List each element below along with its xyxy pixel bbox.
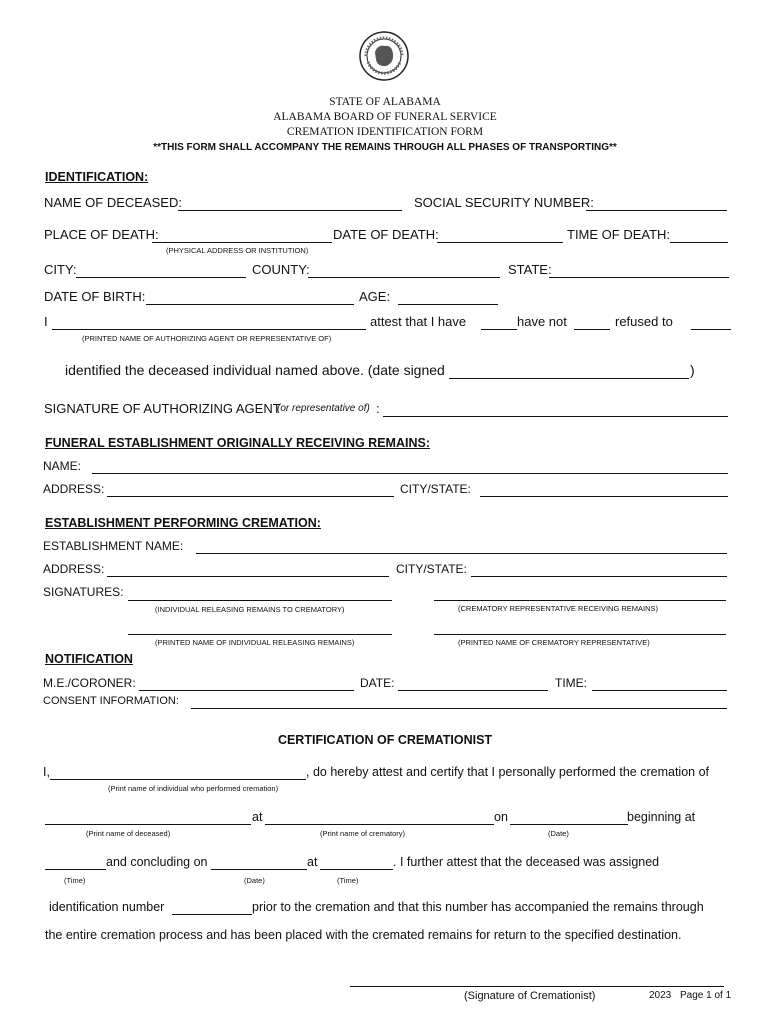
- state-field[interactable]: [549, 277, 729, 278]
- entire-process-text: the entire cremation process and has been placed with the cremated remains for return to the specified destination.: [45, 928, 682, 942]
- i-label: I: [44, 314, 48, 329]
- funeral-address-field[interactable]: [107, 496, 394, 497]
- consent-label: CONSENT INFORMATION:: [43, 695, 179, 707]
- footer-year: 2023: [649, 990, 672, 1001]
- header-board: ALABAMA BOARD OF FUNERAL SERVICE: [273, 111, 497, 123]
- cert-i-label: I,: [43, 765, 50, 779]
- cap-crematory: (Print name of crematory): [320, 829, 406, 838]
- have-not-label: have not: [517, 314, 567, 329]
- beginning-time-field[interactable]: [45, 869, 106, 870]
- cremationist-name-field[interactable]: [50, 779, 306, 780]
- funeral-address-label: ADDRESS:: [43, 482, 105, 496]
- cap-printed-releasing: (PRINTED NAME OF INDIVIDUAL RELEASING REMAINS): [155, 638, 355, 647]
- cap-deceased: (Print name of deceased): [86, 829, 171, 838]
- on-label: on: [494, 810, 508, 824]
- signature-caption: (Signature of Cremationist): [464, 990, 596, 1002]
- beginning-at-label: beginning at: [627, 810, 696, 824]
- concluding-date-field[interactable]: [211, 869, 307, 870]
- certification-heading: CERTIFICATION OF CREMATIONIST: [277, 733, 493, 747]
- identification-heading: IDENTIFICATION:: [45, 170, 149, 184]
- notification-date-field[interactable]: [398, 690, 548, 691]
- establishment-name-label: ESTABLISHMENT NAME:: [43, 539, 184, 553]
- funeral-establishment-heading: FUNERAL ESTABLISHMENT ORIGINALLY RECEIVING REMAINS:: [45, 436, 430, 450]
- concluding-time-field[interactable]: [320, 869, 393, 870]
- cremationist-signature-field[interactable]: [350, 986, 724, 987]
- state-label: STATE:: [508, 262, 552, 277]
- cremation-date-field[interactable]: [510, 824, 628, 825]
- funeral-name-label: NAME:: [43, 459, 82, 473]
- signatures-label: SIGNATURES:: [43, 585, 124, 599]
- place-of-death-label: PLACE OF DEATH:: [44, 227, 159, 242]
- place-caption: (PHYSICAL ADDRESS OR INSTITUTION): [166, 246, 309, 255]
- cap-date: (Date): [548, 829, 569, 838]
- header-state: STATE OF ALABAMA: [329, 96, 441, 108]
- header-notice: **THIS FORM SHALL ACCOMPANY THE REMAINS THROUGH ALL PHASES OF TRANSPORTING**: [153, 142, 617, 153]
- state-seal-icon: [358, 30, 410, 82]
- establishment-name-field[interactable]: [196, 553, 727, 554]
- funeral-city-state-field[interactable]: [480, 496, 728, 497]
- age-label: AGE:: [359, 289, 391, 304]
- notification-time-field[interactable]: [592, 690, 727, 691]
- place-of-death-field[interactable]: [152, 242, 332, 243]
- cap-time2: (Time): [337, 876, 359, 885]
- cap-printed-crematory: (PRINTED NAME OF CREMATORY REPRESENTATIVE): [458, 638, 650, 647]
- date-signed-field[interactable]: [449, 378, 689, 379]
- dob-label: DATE OF BIRTH:: [44, 289, 146, 304]
- county-field[interactable]: [308, 277, 500, 278]
- identification-number-label: identification number: [49, 900, 165, 914]
- consent-field[interactable]: [191, 708, 727, 709]
- do-hereby-text: , do hereby attest and certify that I personally performed the cremation of: [306, 765, 709, 779]
- crematory-name-field[interactable]: [265, 824, 494, 825]
- refused-to-field[interactable]: [691, 329, 731, 330]
- date-of-death-field[interactable]: [437, 242, 563, 243]
- cremation-city-state-field[interactable]: [471, 576, 727, 577]
- prior-text: prior to the cremation and that this number has accompanied the remains through: [252, 900, 704, 914]
- cap-releasing: (INDIVIDUAL RELEASING REMAINS TO CREMATORY): [155, 605, 345, 614]
- me-coroner-field[interactable]: [139, 690, 354, 691]
- cremation-establishment-heading: ESTABLISHMENT PERFORMING CREMATION:: [45, 516, 321, 530]
- refused-to-label: refused to: [615, 314, 673, 329]
- releasing-signature-field[interactable]: [128, 600, 392, 601]
- date-of-death-label: DATE OF DEATH:: [333, 227, 439, 242]
- cremation-address-label: ADDRESS:: [43, 562, 105, 576]
- at-label: at: [252, 810, 263, 824]
- signature-agent-field[interactable]: [383, 416, 728, 417]
- dob-field[interactable]: [146, 304, 354, 305]
- printed-releasing-field[interactable]: [128, 634, 392, 635]
- crematory-rep-signature-field[interactable]: [434, 600, 726, 601]
- name-of-deceased-field[interactable]: [178, 210, 402, 211]
- agent-caption: (PRINTED NAME OF AUTHORIZING AGENT OR REPRESENTATIVE OF): [82, 334, 332, 343]
- cap-time: (Time): [64, 876, 86, 885]
- have-not-field[interactable]: [574, 329, 610, 330]
- ssn-label: SOCIAL SECURITY NUMBER:: [414, 195, 594, 210]
- signature-agent-sub: (or representative of): [277, 403, 370, 414]
- further-attest-text: . I further attest that the deceased was assigned: [393, 855, 660, 869]
- county-label: COUNTY:: [252, 262, 310, 277]
- cap-individual: (Print name of individual who performed cremation): [108, 784, 279, 793]
- city-label: CITY:: [44, 262, 77, 277]
- identification-number-field[interactable]: [172, 914, 252, 915]
- ssn-field[interactable]: [586, 210, 727, 211]
- identified-label: identified the deceased individual named above. (date signed: [65, 362, 445, 378]
- header-form-title: CREMATION IDENTIFICATION FORM: [286, 126, 484, 138]
- cap-crematory-rep: (CREMATORY REPRESENTATIVE RECEIVING REMAINS): [458, 604, 659, 613]
- time-of-death-field[interactable]: [670, 242, 728, 243]
- signature-agent-label: SIGNATURE OF AUTHORIZING AGENT: [44, 401, 281, 416]
- have-field[interactable]: [481, 329, 517, 330]
- signature-colon: :: [376, 401, 380, 416]
- close-paren: ): [690, 362, 695, 378]
- me-coroner-label: M.E./CORONER:: [43, 676, 136, 690]
- authorizing-agent-name-field[interactable]: [52, 329, 366, 330]
- cremation-address-field[interactable]: [107, 576, 389, 577]
- and-concluding-label: and concluding on: [106, 855, 208, 869]
- footer-page: Page 1 of 1: [680, 990, 732, 1001]
- notification-time-label: TIME:: [555, 676, 587, 690]
- cap-date2: (Date): [244, 876, 265, 885]
- notification-heading: NOTIFICATION: [45, 652, 133, 666]
- age-field[interactable]: [398, 304, 498, 305]
- printed-crematory-field[interactable]: [434, 634, 726, 635]
- deceased-name-field[interactable]: [45, 824, 251, 825]
- attest-label: attest that I have: [370, 314, 467, 329]
- city-field[interactable]: [76, 277, 246, 278]
- time-of-death-label: TIME OF DEATH:: [567, 227, 671, 242]
- funeral-city-state-label: CITY/STATE:: [400, 482, 471, 496]
- name-of-deceased-label: NAME OF DECEASED:: [44, 195, 182, 210]
- cremation-city-state-label: CITY/STATE:: [396, 562, 467, 576]
- notification-date-label: DATE:: [360, 676, 395, 690]
- funeral-name-field[interactable]: [92, 473, 728, 474]
- at2-label: at: [307, 855, 318, 869]
